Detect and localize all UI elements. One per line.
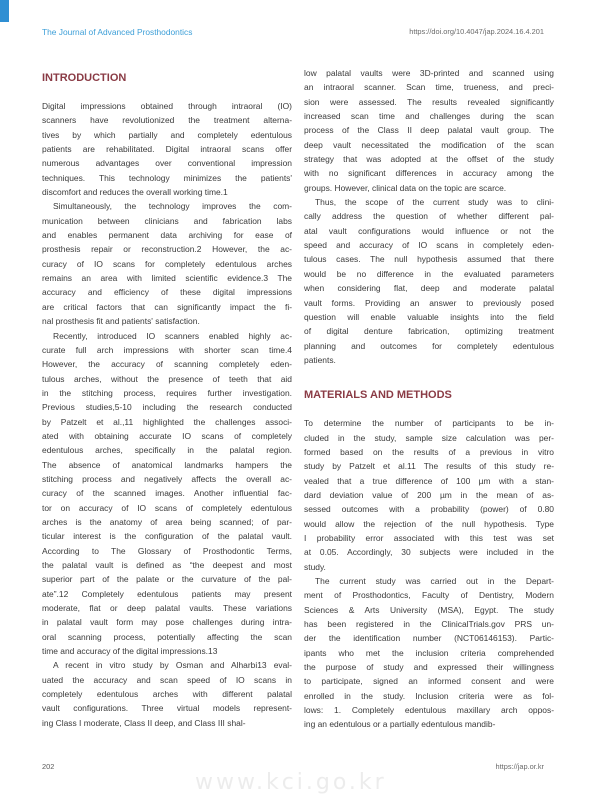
- text-line: Recently, introduced IO scanners enabled highly ac-: [53, 330, 292, 341]
- text-line: in the stitching process, requires further investigation.: [42, 387, 292, 398]
- text-line: enrolled in the study. Inclusion criteria were as fol-: [304, 690, 554, 701]
- text-line: techniques. This technology minimizes the patients': [42, 172, 292, 183]
- text-line: tor on accuracy of IO scans of completely edentulous: [42, 502, 292, 513]
- text-line: ated with obtaining accurate IO scans of completely: [42, 430, 292, 441]
- paragraph: [304, 195, 554, 367]
- journal-name: The Journal of Advanced Prosthodontics: [42, 27, 193, 37]
- text-line: study.: [304, 561, 326, 572]
- text-line: superior part of the palate or the curvature of the pal-: [42, 574, 292, 585]
- text-line: at 0.05. Accordingly, 30 subjects were included in the: [304, 547, 554, 558]
- text-line: curacy of the scanned images. Another influential fac-: [42, 488, 292, 499]
- text-line: cluded in the study, sample size calculation was per-: [304, 432, 554, 443]
- text-line: would allow the rejection of the null hypothesis. Type: [304, 518, 554, 529]
- text-line: scanners have revolutionized the treatment alterna-: [42, 115, 292, 126]
- text-line: when considering flat, deep and moderate palatal: [304, 283, 554, 294]
- text-line: vault forms. Providing an answer to previously posed: [304, 297, 554, 308]
- text-line: ment of Prosthodontics, Faculty of Dentistry, Modern: [304, 590, 554, 601]
- text-line: vealed that a true difference of 100 µm with a stan-: [304, 475, 554, 486]
- text-line: curacy of IO scans for completely edentulous arches: [42, 258, 292, 269]
- text-line: To determine the number of participants to be in-: [304, 418, 554, 429]
- text-line: formed based on the results of a previous in vitro: [304, 446, 554, 457]
- text-line: and enables permanent data archiving for ease of: [42, 230, 292, 241]
- section-heading-introduction: INTRODUCTION: [42, 72, 127, 84]
- text-line: der the identification number (NCT06146153). Partic-: [304, 633, 554, 644]
- text-line: Simultaneously, the technology improves the com-: [53, 201, 292, 212]
- text-line: The current study was carried out in the Depart-: [315, 576, 554, 586]
- text-line: in palatal vault form may pose challenges during intra-: [42, 617, 292, 628]
- text-line: process of the Class II deep palatal vault group. The: [304, 125, 554, 136]
- text-line: question will enable valuable insights into the field: [304, 311, 554, 322]
- text-line: According to The Glossary of Prosthodontic Terms,: [42, 545, 292, 556]
- text-line: strategy that was adopted at the offset of the study: [304, 154, 554, 165]
- paragraph: [304, 66, 554, 195]
- text-line: are critical factors that can significantly impact the fi-: [42, 301, 292, 312]
- text-line: ticular interest is the configuration of the palatal vault.: [42, 531, 292, 542]
- text-line: an intraoral scanner. Scan time, trueness, and preci-: [304, 82, 554, 93]
- text-line: speed and accuracy of IO scans in completely eden-: [304, 240, 554, 251]
- text-line: uated the accuracy and scan speed of IO scans in: [42, 674, 292, 685]
- text-line: tulous arches, without the presence of teeth that aid: [42, 373, 292, 384]
- text-line: curate full arch impressions with shorter scan time.4: [42, 344, 292, 355]
- text-line: planning and outcomes for completely edentulous: [304, 340, 554, 351]
- right-column: [304, 66, 554, 732]
- text-line: discomfort and reduces the overall working time.1: [42, 187, 228, 198]
- text-line: ipants who met the inclusion criteria comprehended: [304, 647, 554, 658]
- text-line: the purpose of study and expressed their willingness: [304, 662, 554, 673]
- text-line: increased scan time and challenges during the scan: [304, 111, 554, 122]
- text-line: sessed outcomes with a probability (power) of 0.80: [304, 504, 554, 515]
- text-line: patients are rehabilitated. Digital intraoral scans offer: [42, 144, 292, 155]
- text-line: tives by which partially and completely edentulous: [42, 129, 292, 140]
- text-line: study by Patzelt et al.11 The results of this study re-: [304, 461, 554, 472]
- text-line: cally address the question of whether different pal-: [304, 211, 554, 222]
- text-line: lows: 1. Completely edentulous maxillary arch oppos-: [304, 705, 554, 716]
- text-line: vault configurations. Three virtual models represent-: [42, 703, 292, 714]
- text-line: low palatal vaults were 3D-printed and scanned using: [304, 68, 554, 78]
- text-line: The absence of anatomical landmarks hampers the: [42, 459, 292, 470]
- text-line: by Patzelt et al.,11 highlighted the challenges associ-: [42, 416, 292, 427]
- text-line: patients.: [304, 354, 336, 365]
- text-line: atal vault configurations would influence or not the: [304, 225, 554, 236]
- text-line: remains an area with limited scientific evidence.3 The: [42, 273, 292, 284]
- accent-bar: [0, 0, 9, 22]
- text-line: However, the accuracy of scanning completely eden-: [42, 359, 292, 370]
- text-line: the palatal vault is defined as “the deepest and most: [42, 560, 292, 570]
- text-line: Previous studies,5-10 including the research conducted: [42, 402, 292, 413]
- text-line: numerous advantages over conventional impression: [42, 158, 292, 169]
- text-line: of digital denture fabrication, optimizing treatment: [304, 326, 554, 337]
- text-line: ate”.12 Completely edentulous patients may present: [42, 588, 292, 599]
- text-line: edentulous arches, specifically in the palatal region.: [42, 445, 292, 456]
- text-line: oral scanning process, potentially affecting the scan: [42, 631, 292, 642]
- left-column-body: [42, 99, 292, 730]
- page-number: 202: [42, 762, 55, 771]
- text-line: deep vault necessitated the modification of the scan: [304, 139, 554, 150]
- paragraph: [42, 658, 292, 730]
- text-line: arches is the anatomy of area being scanned; of par-: [42, 516, 292, 527]
- text-line: moderate, flat or deep palatal vaults. These variations: [42, 603, 292, 614]
- text-line: dard deviation value of 200 µm in the mean of as-: [304, 489, 554, 500]
- text-line: time and accuracy of the digital impressions.13: [42, 646, 218, 657]
- paragraph: [304, 416, 554, 574]
- watermark: www.kci.go.kr: [195, 770, 387, 795]
- text-line: completely edentulous arches with different palatal: [42, 689, 292, 700]
- right-column-body-bottom: [304, 416, 554, 732]
- section-heading-materials-methods: MATERIALS AND METHODS: [304, 389, 452, 402]
- doi-link[interactable]: https://doi.org/10.4047/jap.2024.16.4.201: [409, 27, 544, 36]
- text-line: sion were assessed. The results revealed significantly: [304, 96, 554, 107]
- text-line: Digital impressions obtained through intraoral (IO): [42, 101, 292, 111]
- paragraph: [42, 199, 292, 328]
- text-line: Thus, the scope of the current study was to clini-: [315, 197, 554, 208]
- left-column: [42, 66, 292, 730]
- text-line: ing Class I moderate, Class II deep, and Class III shal-: [42, 717, 246, 728]
- text-line: has been registered in the ClinicalTrials.gov PRS un-: [304, 619, 554, 630]
- text-line: ing an edentulous or a partially edentulous mandib-: [304, 719, 496, 730]
- text-line: tulous cases. The null hypothesis assumed that there: [304, 254, 554, 265]
- text-line: Sciences & Arts University (MSA), Egypt. The study: [304, 604, 554, 615]
- text-line: would be no difference in the evaluated parameters: [304, 268, 554, 279]
- text-line: nal prosthesis fit and patients' satisfaction.: [42, 316, 200, 327]
- text-line: A recent in vitro study by Osman and Alharbi13 eval-: [53, 660, 292, 671]
- site-link[interactable]: https://jap.or.kr: [495, 762, 544, 771]
- paragraph: [42, 329, 292, 659]
- text-line: accuracy and efficiency of these digital impressions: [42, 287, 292, 298]
- text-line: with no significant differences in accuracy among the: [304, 168, 554, 179]
- text-line: I probability error associated with this test was set: [304, 532, 554, 543]
- text-line: groups. However, clinical data on the topic are scarce.: [304, 182, 507, 193]
- text-line: munication between clinicians and fabrication labs: [42, 215, 292, 226]
- text-line: to participate, signed an informed consent and were: [304, 676, 554, 687]
- paragraph: [304, 574, 554, 732]
- text-line: prosthesis repair or reconstruction.2 However, the ac-: [42, 244, 292, 255]
- right-column-body-top: [304, 66, 554, 367]
- text-line: stitching process and negatively affects the overall ac-: [42, 473, 292, 484]
- paragraph: [42, 99, 292, 199]
